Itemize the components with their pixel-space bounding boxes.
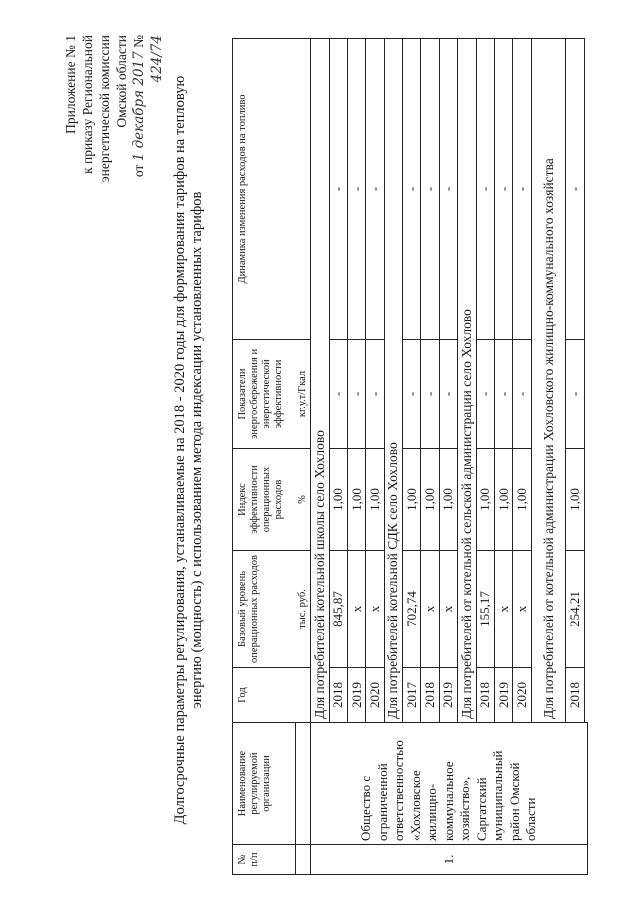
cell-base: х bbox=[494, 551, 512, 668]
appendix-commission: энергетической комиссии bbox=[97, 35, 112, 183]
cell-energy: - bbox=[494, 340, 512, 449]
cell-energy: - bbox=[366, 340, 384, 449]
cell-base: х bbox=[421, 551, 439, 668]
section-label: Для потребителей котельной школы село Хохлово bbox=[311, 39, 329, 723]
cell-year: 2019 bbox=[439, 668, 457, 723]
units-empty-num bbox=[296, 845, 311, 875]
cell-base: х bbox=[347, 551, 365, 668]
header-base: Базовый уровень операционных расходов bbox=[233, 551, 296, 668]
cell-energy: - bbox=[329, 340, 347, 449]
cell-year: 2018 bbox=[329, 668, 347, 723]
cell-fuel: - bbox=[403, 39, 421, 340]
cell-fuel: - bbox=[566, 39, 584, 340]
appendix-title: Приложение № 1 bbox=[63, 35, 78, 134]
appendix-block bbox=[62, 35, 166, 200]
cell-index: 1,00 bbox=[366, 449, 384, 551]
cell-year: 2018 bbox=[566, 668, 584, 723]
cell-index: 1,00 bbox=[439, 449, 457, 551]
header-fuel: Динамика изменения расходов на топливо bbox=[233, 39, 311, 340]
appendix-order-ref: к приказу Региональной bbox=[80, 35, 95, 174]
document-title bbox=[172, 15, 206, 885]
cell-index: 1,00 bbox=[403, 449, 421, 551]
cell-index: 1,00 bbox=[513, 449, 531, 551]
cell-index: 1,00 bbox=[476, 449, 494, 551]
unit-energy: кг.у.т/Гкал bbox=[296, 340, 311, 449]
header-row bbox=[233, 39, 296, 875]
cell-base: 702,74 bbox=[403, 551, 421, 668]
unit-index: % bbox=[296, 449, 311, 551]
handwritten-date: 1 декабря 2017 bbox=[131, 51, 147, 162]
cell-index: 1,00 bbox=[421, 449, 439, 551]
cell-energy: - bbox=[421, 340, 439, 449]
cell-energy: - bbox=[403, 340, 421, 449]
cell-base: 254,21 bbox=[566, 551, 584, 668]
appendix-region: Омской области bbox=[114, 35, 129, 128]
header-index: Индекс эффективности операционных расходов bbox=[233, 449, 296, 551]
cell-index: 1,00 bbox=[566, 449, 584, 551]
cell-year: 2020 bbox=[366, 668, 384, 723]
date-prefix: от bbox=[131, 164, 146, 178]
cell-fuel: - bbox=[421, 39, 439, 340]
header-year: Год bbox=[233, 668, 311, 723]
cell-energy: - bbox=[566, 340, 584, 449]
cell-energy: - bbox=[439, 340, 457, 449]
units-empty-org bbox=[296, 723, 311, 845]
cell-base: х bbox=[439, 551, 457, 668]
cell-year: 2019 bbox=[347, 668, 365, 723]
organization-name: Общество с ограниченной ответственностью «Хохловское жилищно-коммунальное хозяйство», Саргатский муниципальный район Омской области bbox=[311, 723, 588, 845]
cell-year: 2017 bbox=[403, 668, 421, 723]
row-number: 1. bbox=[311, 845, 588, 875]
cell-index: 1,00 bbox=[329, 449, 347, 551]
section-row bbox=[311, 39, 329, 875]
section-label: Для потребителей от котельной сельской администрации село Хохлово bbox=[458, 39, 476, 723]
appendix-date-line bbox=[130, 35, 166, 200]
cell-fuel: - bbox=[513, 39, 531, 340]
parameters-table bbox=[232, 38, 588, 875]
cell-base: х bbox=[513, 551, 531, 668]
cell-fuel: - bbox=[347, 39, 365, 340]
cell-fuel: - bbox=[494, 39, 512, 340]
section-label: Для потребителей от котельной администрации Хохловского жилищно-коммунального хозяйства bbox=[531, 39, 566, 723]
title-line-1: Долгосрочные параметры регулирования, устанавливаемые на 2018 - 2020 годы для формирования тарифов на тепловую bbox=[172, 75, 188, 825]
cell-base: 155,17 bbox=[476, 551, 494, 668]
section-label: Для потребителей котельной СДК село Хохлово bbox=[384, 39, 402, 723]
cell-fuel: - bbox=[329, 39, 347, 340]
cell-fuel: - bbox=[366, 39, 384, 340]
header-num: № п/п bbox=[233, 845, 296, 875]
cell-fuel: - bbox=[439, 39, 457, 340]
header-org: Наименование регулируемой организации bbox=[233, 723, 296, 845]
title-line-2: энергию (мощность) с использованием метода индексации установленных тарифов bbox=[189, 191, 205, 709]
header-energy: Показатели энергосбережения и энергетической эффективности bbox=[233, 340, 296, 449]
cell-base: 845,87 bbox=[329, 551, 347, 668]
handwritten-number: 424/74 bbox=[149, 35, 165, 83]
cell-year: 2020 bbox=[513, 668, 531, 723]
cell-index: 1,00 bbox=[494, 449, 512, 551]
cell-year: 2018 bbox=[421, 668, 439, 723]
cell-energy: - bbox=[513, 340, 531, 449]
unit-base: тыс. руб. bbox=[296, 551, 311, 668]
cell-index: 1,00 bbox=[347, 449, 365, 551]
cell-fuel: - bbox=[476, 39, 494, 340]
cell-energy: - bbox=[347, 340, 365, 449]
number-prefix: № bbox=[131, 35, 146, 48]
cell-base: х bbox=[366, 551, 384, 668]
cell-energy: - bbox=[476, 340, 494, 449]
cell-year: 2018 bbox=[476, 668, 494, 723]
cell-year: 2019 bbox=[494, 668, 512, 723]
